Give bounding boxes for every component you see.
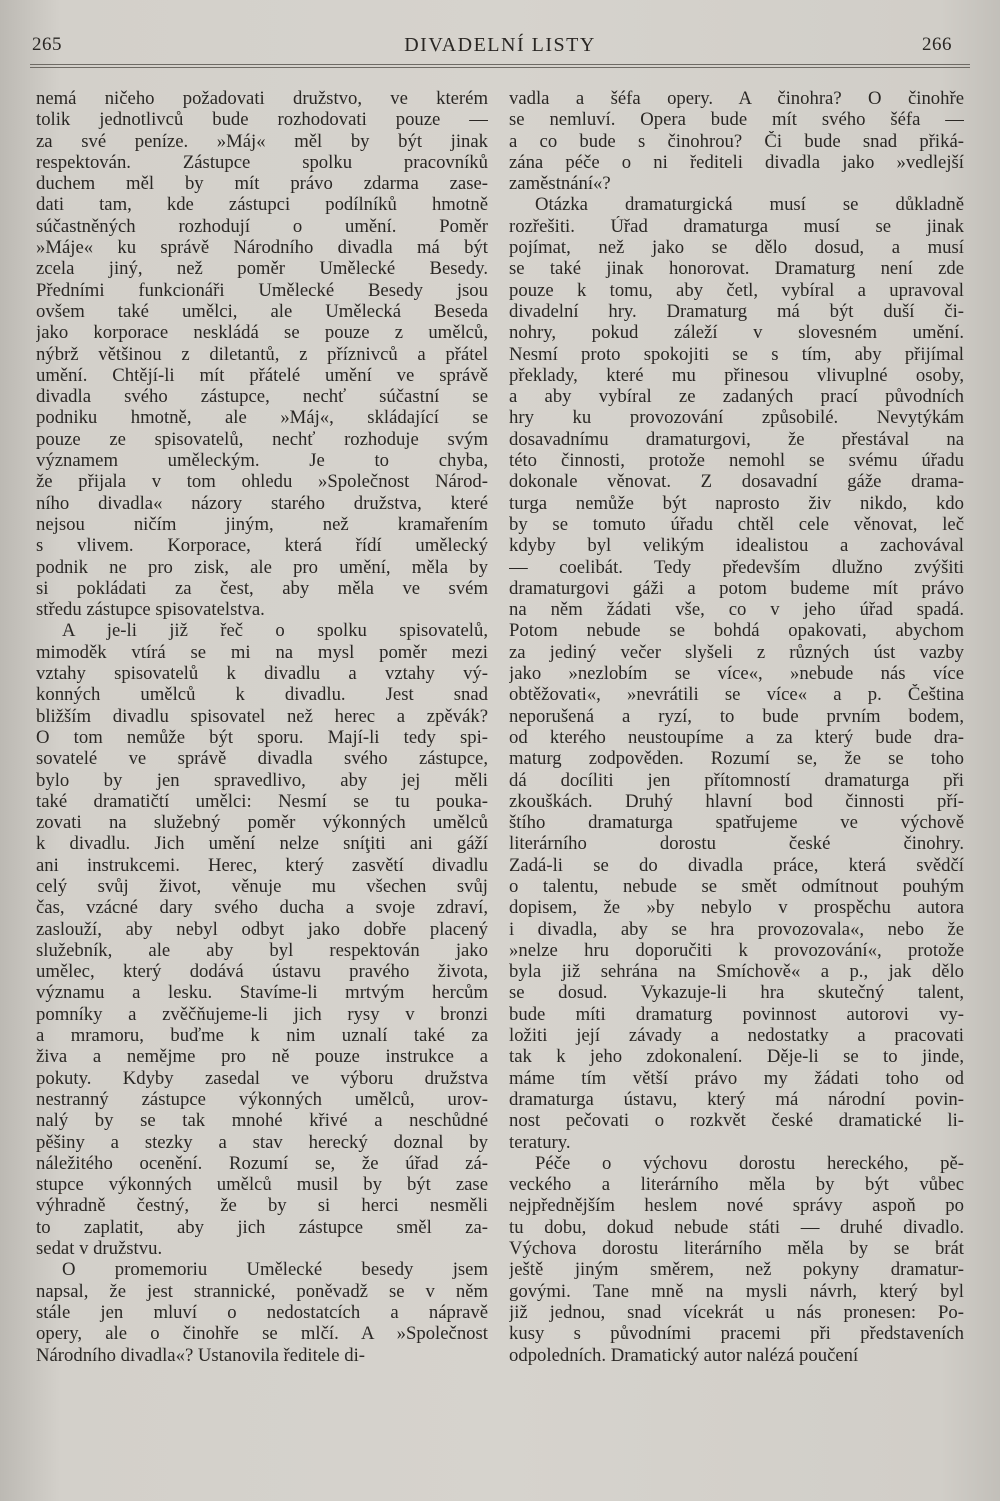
text-line: zovati na služebný poměr výkonných umělců xyxy=(36,812,488,834)
text-line: středu zástupce spisovatelstva. xyxy=(36,599,265,621)
text-line: již jednou, snad vícekrát u nás pronesen: Po- xyxy=(509,1301,964,1323)
text-line: duchem měl by mít právo zdarma zase- xyxy=(36,173,488,195)
text-line: napsal, že jest strannické, poněvadž se v něm xyxy=(36,1280,488,1302)
text-line: tak k jeho zdokonalení. Děje-li se to jinde, xyxy=(509,1046,964,1068)
text-line: tu dobu, dokud nebude státi — druhé divadlo. xyxy=(509,1216,964,1238)
text-line: i divadla, aby se hra provozovala«, nebo že xyxy=(509,918,964,940)
text-line: se nemluví. Opera bude mít svého šéfa — xyxy=(509,109,964,131)
text-line: pojímat, než jako se dělo dosud, a musí xyxy=(509,237,964,259)
text-line: bližším divadlu spisovatel než herec a zpěvák? xyxy=(36,705,488,727)
text-line: stále jen mluví o nedostatcích a nápravě xyxy=(36,1301,488,1323)
text-line: rozřešiti. Úřad dramaturga musí se jinak xyxy=(509,215,964,237)
right-text-column xyxy=(509,88,964,1366)
text-line: pouze k tomu, aby četl, vybíral a upravoval xyxy=(509,279,964,301)
text-line: divadelní hry. Dramaturg má být duší či- xyxy=(509,300,964,322)
journal-title: DIVADELNÍ LISTY xyxy=(404,34,596,56)
text-line: čas, vzácné dary svého ducha a svoje zdraví, xyxy=(36,897,488,919)
text-line: a co bude s činohrou? Či bude snad přiká- xyxy=(509,130,964,152)
text-line: služebník, ale aby byl respektován jako xyxy=(36,939,488,961)
text-line: stupce výkonných umělců musil by být zase xyxy=(36,1174,488,1196)
text-line: maturg zodpověden. Rozumí se, že se toho xyxy=(509,748,964,770)
text-line: dramaturgovi gáži a potom budeme mít právo xyxy=(509,577,964,599)
text-line: celý svůj život, věnuje mu všechen svůj xyxy=(36,875,488,897)
text-line: také dramatičtí umělci: Nesmí se tu pouka- xyxy=(36,790,488,812)
text-line: Výchova dorostu literárního měla by se brát xyxy=(509,1238,964,1260)
text-line: umění. Chtějí-li mít přátelé umění ve správě xyxy=(36,364,488,386)
text-line: za své peníze. »Máj« měl by být jinak xyxy=(36,130,488,152)
text-line: zkouškách. Druhý hlavní bod činnosti pří- xyxy=(509,790,964,812)
text-line: dosavadnímu dramaturgovi, že přestával na xyxy=(509,428,964,450)
text-line: vztahy spisovatelů k divadlu a vztahy vý- xyxy=(36,663,488,685)
text-line: opery, ale o činohře se mlčí. A »Společnost xyxy=(36,1323,488,1345)
text-line: dopisem, že »by nebylo v prospěchu autora xyxy=(509,897,964,919)
text-line: dramaturga ústavu, který má národní povin- xyxy=(509,1088,964,1110)
text-line: ního divadla« názory starého družstva, které xyxy=(36,492,488,514)
text-line: pěšiny a stezky a stav herecký doznal by xyxy=(36,1131,488,1153)
text-line: bylo by jen spravedlivo, aby jej měli xyxy=(36,769,488,791)
text-line: veckého a literárního měla by být vůbec xyxy=(509,1174,964,1196)
text-line: obtěžovati«, »nevrátili se více« a p. Čeština xyxy=(509,684,964,706)
left-text-column xyxy=(36,88,488,1366)
text-line: že přijala v tom ohledu »Společnost Národ- xyxy=(36,471,488,493)
text-line: jako korporace neskládá se pouze z umělců, xyxy=(36,322,488,344)
text-line: podniku hmotně, ale »Máj«, skládající se xyxy=(36,407,488,429)
text-line: zána péče o ni řediteli divadla jako »vedlejší xyxy=(509,151,964,173)
text-line: nejpřednějším heslem nové správy aspoň po xyxy=(509,1195,964,1217)
text-line: štího dramaturga spatřujeme ve výchově xyxy=(509,812,964,834)
text-line: nalý by se tak mnohé křivé a neschůdné xyxy=(36,1110,488,1132)
text-line: »Máje« ku správě Národního divadla má být xyxy=(36,237,488,259)
text-line: živa a nemějme pro ně pouze instrukce a xyxy=(36,1046,488,1068)
text-line: zaslouží, aby nebyl odbyt jako dobře placený xyxy=(36,918,488,940)
text-line: a aby vybíral ze zadaných prací původních xyxy=(509,386,964,408)
text-line: sovatelé ve správě divadla svého zástupce, xyxy=(36,748,488,770)
text-line: nost pečovati o rozkvět české dramatické li- xyxy=(509,1110,964,1132)
text-line: konných umělců k divadlu. Jest snad xyxy=(36,684,488,706)
text-line: hry ku provozování způsobilé. Nevytýkám xyxy=(509,407,964,429)
text-line: turga nemůže být naprosto živ nikdo, kdo xyxy=(509,492,964,514)
text-line: pomníky a zvěčňujeme-li jich rysy v bronzi xyxy=(36,1003,488,1025)
text-line: k divadlu. Jich umění nelze sníţiti ani gáží xyxy=(36,833,488,855)
text-line: sedat v družstvu. xyxy=(36,1238,163,1260)
text-line: na něm žádati vše, co v jeho úřad spadá. xyxy=(509,599,964,621)
text-line: si pokládati za čest, aby měla ve svém xyxy=(36,577,488,599)
text-line: a mramoru, buďme k nim uznalí také za xyxy=(36,1025,488,1047)
text-line: bude míti dramaturg povinnost autorovi vy- xyxy=(509,1003,964,1025)
text-line: nejsou ničím jiným, než kramařením xyxy=(36,513,488,535)
text-line: pokuty. Kdyby zasedal ve výboru družstva xyxy=(36,1067,488,1089)
text-line: kdyby byl velikým idealistou a zachovával xyxy=(509,535,964,557)
text-line: se dosud. Vykazuje-li hra skutečný talent, xyxy=(509,982,964,1004)
text-line: govými. Tane mně na mysli návrh, který byl xyxy=(509,1280,964,1302)
text-line: od kterého neustoupíme a za který bude dra- xyxy=(509,726,964,748)
text-line: nýbrž většinou z diletantů, z příznivců a přátel xyxy=(36,343,488,365)
text-line: dokonale věnovat. Z dosavadní gáže drama- xyxy=(509,471,964,493)
text-line: divadla svého zástupce, nechť súčastní se xyxy=(36,386,488,408)
text-line: tolik jednotlivců bude rozhodovati pouze — xyxy=(36,109,488,131)
text-line: zcela jiný, než poměr Umělecké Besedy. xyxy=(36,258,488,280)
text-line: máme tím větší právo my žádati toho od xyxy=(509,1067,964,1089)
text-line: respektován. Zástupce spolku pracovníků xyxy=(36,151,488,173)
text-line: významu a lesku. Stavíme-li mrtvým hercům xyxy=(36,982,488,1004)
text-line: literárního dorostu české činohry. xyxy=(509,833,964,855)
text-line: ložiti její závady a nedostatky a pracovati xyxy=(509,1025,964,1047)
text-line: byla již sehrána na Smíchově« a p., jak dělo xyxy=(509,961,964,983)
text-line: Národního divadla«? Ustanovila ředitele di- xyxy=(36,1344,366,1366)
text-line: mimoděk vtírá se mi na mysl poměr mezi xyxy=(36,641,488,663)
text-line: ještě jiným směrem, než pokyny dramatur- xyxy=(509,1259,964,1281)
text-line: súčastněných rozhodují o umění. Poměr xyxy=(36,215,488,237)
text-line: významem uměleckým. Je to chyba, xyxy=(36,450,488,472)
text-line: dá docíliti jen přítomností dramaturga při xyxy=(509,769,964,791)
text-line: neporušená a ryzí, to bude prvním bodem, xyxy=(509,705,964,727)
text-line: jako »nezlobím se více«, »nebude nás více xyxy=(509,663,964,685)
text-line: Otázka dramaturgická musí se důkladně xyxy=(535,194,964,216)
text-line: O tom nemůže být sporu. Mají-li tedy spi- xyxy=(36,726,488,748)
text-line: kusy s původními pracemi při představeních xyxy=(509,1323,964,1345)
text-line: Zadá-li se do divadla práce, která svědčí xyxy=(509,854,964,876)
text-line: překlady, které mu přinesou vlivuplné osoby, xyxy=(509,364,964,386)
text-line: ani instrukcemi. Herec, který zasvětí divadlu xyxy=(36,854,488,876)
text-line: pouze ze spisovatelů, nechť rozhoduje svým xyxy=(36,428,488,450)
text-line: za jediný večer slyšeli z různých úst vazby xyxy=(509,641,964,663)
text-line: teratury. xyxy=(509,1131,571,1153)
text-line: náležitého ocenění. Rozumí se, že úřad zá- xyxy=(36,1152,488,1174)
text-line: nohry, pokud záleží v slovesném umění. xyxy=(509,322,964,344)
text-line: ovšem také umělci, ale Umělecká Beseda xyxy=(36,300,488,322)
text-line: dati tam, kde zástupci podílníků hmotně xyxy=(36,194,488,216)
page-number-right: 266 xyxy=(922,34,952,55)
text-line: podnik ne pro zisk, ale pro umění, měla by xyxy=(36,556,488,578)
text-line: této činnosti, protože nemohl se svému úřadu xyxy=(509,450,964,472)
text-line: zaměstnání«? xyxy=(509,173,611,195)
text-line: »nelze hru doporučiti k provozování«, protože xyxy=(509,939,964,961)
text-line: nestranný zástupce výkonných umělců, urov- xyxy=(36,1088,488,1110)
text-line: O promemoriu Umělecké besedy jsem xyxy=(62,1259,488,1281)
header-rule xyxy=(30,64,970,68)
text-line: Nesmí proto spokojiti se s tím, aby přijímal xyxy=(509,343,964,365)
text-line: se také jinak honorovat. Dramaturg není zde xyxy=(509,258,964,280)
text-line: umělec, který dodává ústavu pravého života, xyxy=(36,961,488,983)
page-number-left: 265 xyxy=(32,34,62,55)
text-line: to zaplatit, aby jich zástupce směl za- xyxy=(36,1216,488,1238)
text-line: by se tomuto úřadu chtěl cele věnovat, leč xyxy=(509,513,964,535)
text-line: Potom nebude se bohdá opakovati, abychom xyxy=(509,620,964,642)
text-line: výhradně čestný, že by si herci nesměli xyxy=(36,1195,488,1217)
text-line: s vlivem. Korporace, která řídí umělecký xyxy=(36,535,488,557)
text-line: vadla a šéfa opery. A činohra? O činohře xyxy=(509,88,964,109)
running-header xyxy=(30,30,970,70)
text-line: nemá ničeho požadovati družstvo, ve kterém xyxy=(36,88,488,109)
text-line: o talentu, nebude se smět odmítnout pouhým xyxy=(509,875,964,897)
text-line: Předními funkcionáři Umělecké Besedy jsou xyxy=(36,279,488,301)
text-line: Péče o výchovu dorostu hereckého, pě- xyxy=(535,1152,964,1174)
text-line: odpoledních. Dramatický autor nalézá poučení xyxy=(509,1344,859,1366)
text-line: A je-li již řeč o spolku spisovatelů, xyxy=(62,620,488,642)
text-line: — coelibát. Tedy především dlužno zvýšiti xyxy=(509,556,964,578)
